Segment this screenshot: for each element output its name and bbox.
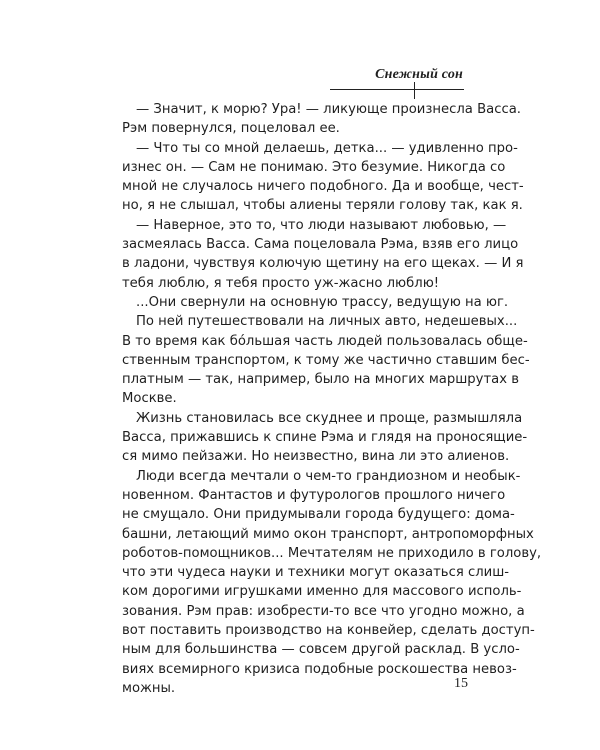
text-line: зования. Рэм прав: изобрести-то все что угодно можно, а [122, 603, 525, 619]
text-line: вот поставить производство на конвейер, сделать доступ- [122, 623, 535, 639]
text-line: мной не случалось ничего подобного. Да и вообще, чест- [122, 179, 524, 195]
text-line: тебя люблю, я тебя просто уж-жасно люблю! [122, 275, 440, 291]
text-line: но, я не слышал, чтобы алиены теряли голову так, как я. [122, 198, 523, 214]
running-header-title: Снежный сон [375, 67, 463, 82]
text-line: ным для большинства — совсем другой расклад. В усло- [122, 642, 520, 658]
text-line: роботов-помощников... Мечтателям не приходило в голову, [122, 545, 542, 561]
text-line: ся мимо пейзажи. Но неизвестно, вина ли это алиенов. [122, 449, 510, 465]
text-line: засмеялась Васса. Сама поцеловала Рэма, взяв его лицо [122, 237, 519, 253]
text-line: новенном. Фантастов и футурологов прошлого ничего [122, 487, 506, 503]
text-line: — Что ты со мной делаешь, детка... — удивленно про- [136, 140, 518, 156]
page-number: 15 [454, 676, 468, 691]
text-line: не смущало. Они придумывали города будущего: дома- [122, 507, 515, 523]
text-line: в ладони, чувствуя колючую щетину на его щеках. — И я [122, 256, 524, 272]
text-line: ком дорогими игрушками именно для массового исполь- [122, 584, 522, 600]
text-line: башни, летающий мимо окон транспорт, антропоморфных [122, 526, 534, 542]
text-line: Москве. [122, 391, 177, 407]
text-line: виях всемирного кризиса подобные роскошества невоз- [122, 661, 517, 677]
text-line: Рэм повернулся, поцеловал ее. [122, 121, 340, 137]
header-rule [330, 89, 464, 90]
text-line: можны. [122, 680, 176, 696]
text-line: ственным транспортом, к тому же частично ставшим бес- [122, 352, 530, 368]
text-line: изнес он. — Сам не понимаю. Это безумие. Никогда со [122, 159, 506, 175]
text-line: — Значит, к морю? Ура! — ликующе произнесла Васса. [136, 102, 521, 117]
text-line: что эти чудеса науки и техники могут оказаться слиш- [122, 565, 510, 581]
body-text [122, 100, 542, 698]
text-line: Жизнь становилась все скуднее и проще, размышляла [136, 410, 523, 426]
text-line: По ней путешествовали на личных авто, недешевых... [136, 314, 518, 330]
header-tick [414, 82, 415, 99]
text-line: Васса, прижавшись к спине Рэма и глядя на проносящие- [122, 430, 528, 446]
text-line: В то время как бо́льшая часть людей пользовалась обще- [122, 333, 528, 349]
text-line: ...Они свернули на основную трассу, ведущую на юг. [136, 294, 509, 310]
text-line: — Наверное, это то, что люди называют любовью, — [136, 217, 507, 233]
text-line: Люди всегда мечтали о чем-то грандиозном и необык- [136, 468, 521, 484]
text-line: платным — так, например, было на многих маршрутах в [122, 372, 520, 388]
